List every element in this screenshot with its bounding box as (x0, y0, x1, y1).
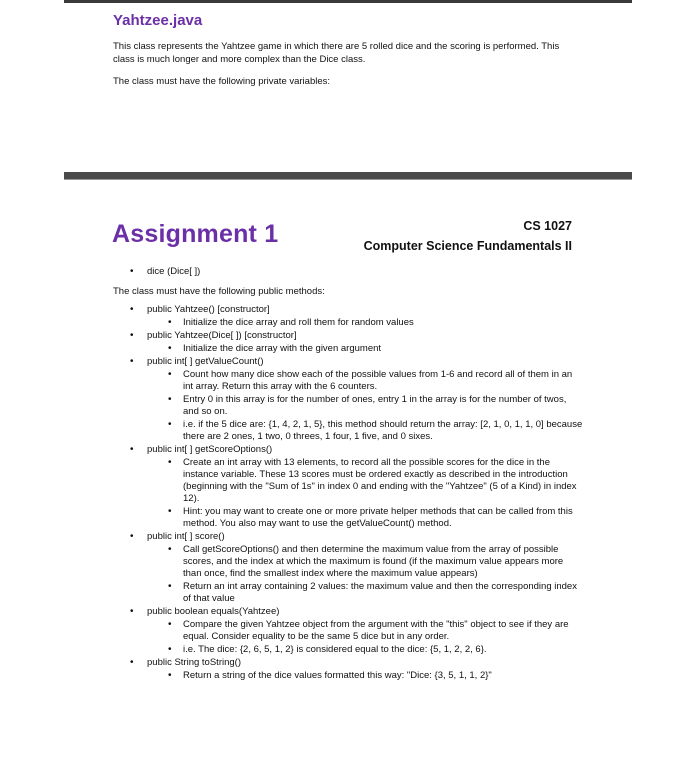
public-methods-intro: The class must have the following public methods: (113, 286, 325, 297)
method-note: • Create an int array with 13 elements, to record all the possible scores for the dice in the instance variable. These 13 scores must be ordered exactly as described in the introduction (beginning with the "Sum of 1s" in index 0 and ending with the "Yahtzee" (5 of a Kind) in index 12). (113, 457, 583, 505)
page-break-divider (64, 172, 632, 179)
method-note: • Return a string of the dice values formatted this way: "Dice: {3, 5, 1, 1, 2}" (113, 670, 583, 682)
top-page-border (64, 0, 632, 3)
method-note: • i.e. The dice: {2, 6, 5, 1, 2} is considered equal to the dice: {5, 1, 2, 2, 6}. (113, 644, 583, 656)
methods-list (113, 304, 583, 682)
method-note: • Hint: you may want to create one or more private helper methods that can be called from this method. You also may want to use the getValueCount() method. (113, 506, 583, 530)
method-signature: • public boolean equals(Yahtzee) (113, 606, 583, 618)
private-vars-list (113, 266, 583, 278)
document-body (113, 266, 583, 683)
method-note: • Count how many dice show each of the possible values from 1-6 and record all of them in an int array. Return this array with the 6 counters. (113, 369, 583, 393)
course-name: Computer Science Fundamentals II (363, 239, 572, 253)
method-note: • Return an int array containing 2 values: the maximum value and then the corresponding index of that value (113, 581, 583, 605)
method-note: • Entry 0 in this array is for the number of ones, entry 1 in the array is for the number of twos, and so on. (113, 394, 583, 418)
list-item: • dice (Dice[ ]) (113, 266, 583, 278)
section-title: Yahtzee.java (113, 12, 203, 29)
method-signature: • public Yahtzee() [constructor] (113, 304, 583, 316)
course-code: CS 1027 (523, 219, 572, 233)
assignment-heading: Assignment 1 (112, 220, 279, 248)
method-note: • Call getScoreOptions() and then determine the maximum value from the array of possible scores, and the index at which the maximum is found (if the maximum value appears more than once, find the smallest index where the maximum value appears) (113, 544, 583, 580)
method-signature: • public String toString() (113, 657, 583, 669)
method-note: • i.e. if the 5 dice are: {1, 4, 2, 1, 5}, this method should return the array: [2, 1, 0, 1, 1, 0] because there are 2 ones, 1 two, 0 threes, 1 four, 1 five, and 0 sixes. (113, 419, 583, 443)
method-note: • Initialize the dice array and roll them for random values (113, 317, 583, 329)
method-note: • Initialize the dice array with the given argument (113, 343, 583, 355)
private-vars-intro: The class must have the following private variables: (113, 76, 331, 87)
intro-paragraph: This class represents the Yahtzee game in which there are 5 rolled dice and the scoring is performed. This class is much longer and more complex than the Dice class. (113, 41, 560, 65)
method-signature: • public Yahtzee(Dice[ ]) [constructor] (113, 330, 583, 342)
method-signature: • public int[ ] score() (113, 531, 583, 543)
method-note: • Compare the given Yahtzee object from the argument with the "this" object to see if they are equal. Consider equality to be the same 5 dice but in any order. (113, 619, 583, 643)
method-signature: • public int[ ] getScoreOptions() (113, 444, 583, 456)
method-signature: • public int[ ] getValueCount() (113, 356, 583, 368)
